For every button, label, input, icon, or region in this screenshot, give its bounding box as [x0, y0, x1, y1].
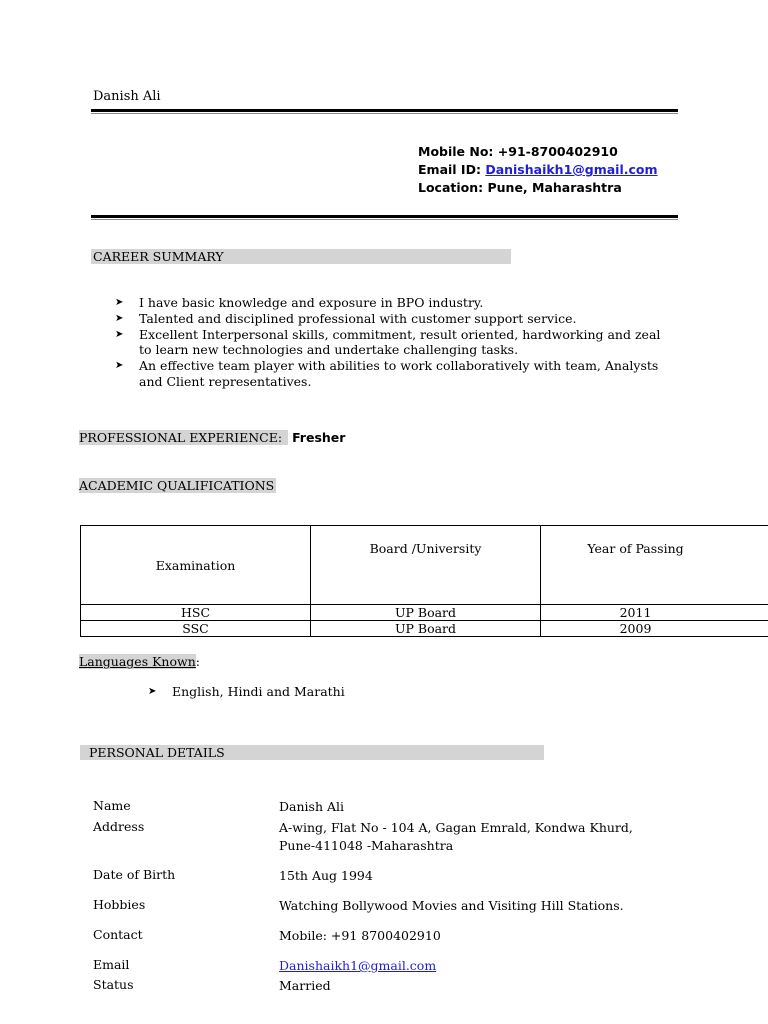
academic-table: [80, 525, 768, 637]
field-label-hobbies: Hobbies: [93, 897, 146, 912]
header-board: Board /University: [311, 526, 541, 605]
email-link[interactable]: Danishaikh1@gmail.com: [485, 162, 658, 177]
table-header-row: [81, 526, 768, 605]
personal-details-heading: [80, 745, 544, 760]
mobile-line: Mobile No: +91-8700402910: [418, 144, 618, 159]
arrow-bullet-icon: ➤: [148, 686, 157, 697]
field-value-contact: Mobile: +91 8700402910: [279, 928, 441, 943]
field-value-email: [279, 957, 659, 975]
list-item: ➤ I have basic knowledge and exposure in BPO industry.: [115, 295, 484, 310]
field-label-address: Address: [93, 819, 145, 834]
header-examination: Examination: [81, 526, 311, 605]
field-label-email: Email: [93, 957, 130, 972]
resume-name: Danish Ali: [93, 89, 161, 104]
field-value-hobbies: Watching Bollywood Movies and Visiting Hill Stations.: [279, 898, 624, 913]
header-top-rule: [91, 109, 678, 114]
contact-block: [418, 143, 658, 197]
field-value-status: Married: [279, 978, 331, 993]
header-year: Year of Passing: [541, 526, 768, 605]
languages-list: [148, 684, 345, 700]
field-label-status: Status: [93, 977, 134, 992]
field-label-name: Name: [93, 798, 131, 813]
list-item: ➤ Excellent Interpersonal skills, commitment, result oriented, hardworking and zeal to learn new technologies and undertake challenging tasks.: [115, 326, 661, 358]
list-item: ➤ An effective team player with abilities to work collaboratively with team, Analysts and Client representatives.: [115, 358, 659, 389]
experience-label: PROFESSIONAL EXPERIENCE:: [79, 430, 288, 445]
field-value-dob: 15th Aug 1994: [279, 868, 373, 883]
languages-heading: Languages Known:: [79, 654, 200, 669]
career-summary-title: CAREER SUMMARY: [93, 249, 224, 264]
location-line: Location: Pune, Maharashtra: [418, 180, 622, 195]
field-value-address: A-wing, Flat No - 104 A, Gagan Emrald, Kondwa Khurd, Pune-411048 -Maharashtra: [279, 820, 633, 853]
header-bottom-rule: [91, 215, 678, 220]
arrow-bullet-icon: ➤: [115, 312, 124, 324]
academic-heading: ACADEMIC QUALIFICATIONS: [79, 478, 275, 493]
experience-row: [79, 430, 345, 445]
career-summary-list: [115, 295, 675, 390]
arrow-bullet-icon: ➤: [115, 360, 124, 372]
list-item: ➤ English, Hindi and Marathi: [148, 684, 345, 699]
field-label-contact: Contact: [93, 927, 143, 942]
experience-value: Fresher: [292, 430, 346, 445]
table-row: SSC UP Board 2009: [81, 621, 768, 637]
list-item: ➤ Talented and disciplined professional with customer support service.: [115, 310, 577, 326]
career-summary-heading: [91, 249, 511, 264]
email-line: [418, 161, 658, 179]
personal-email-link[interactable]: Danishaikh1@gmail.com: [279, 958, 437, 973]
languages-title: Languages Known: [79, 654, 196, 669]
arrow-bullet-icon: ➤: [115, 297, 124, 308]
table-row: HSC UP Board 2011: [81, 605, 768, 621]
arrow-bullet-icon: ➤: [115, 328, 124, 340]
field-value-name: Danish Ali: [279, 799, 344, 814]
personal-details-title: PERSONAL DETAILS: [89, 745, 225, 760]
email-label: Email ID:: [418, 162, 486, 177]
field-label-dob: Date of Birth: [93, 867, 176, 882]
